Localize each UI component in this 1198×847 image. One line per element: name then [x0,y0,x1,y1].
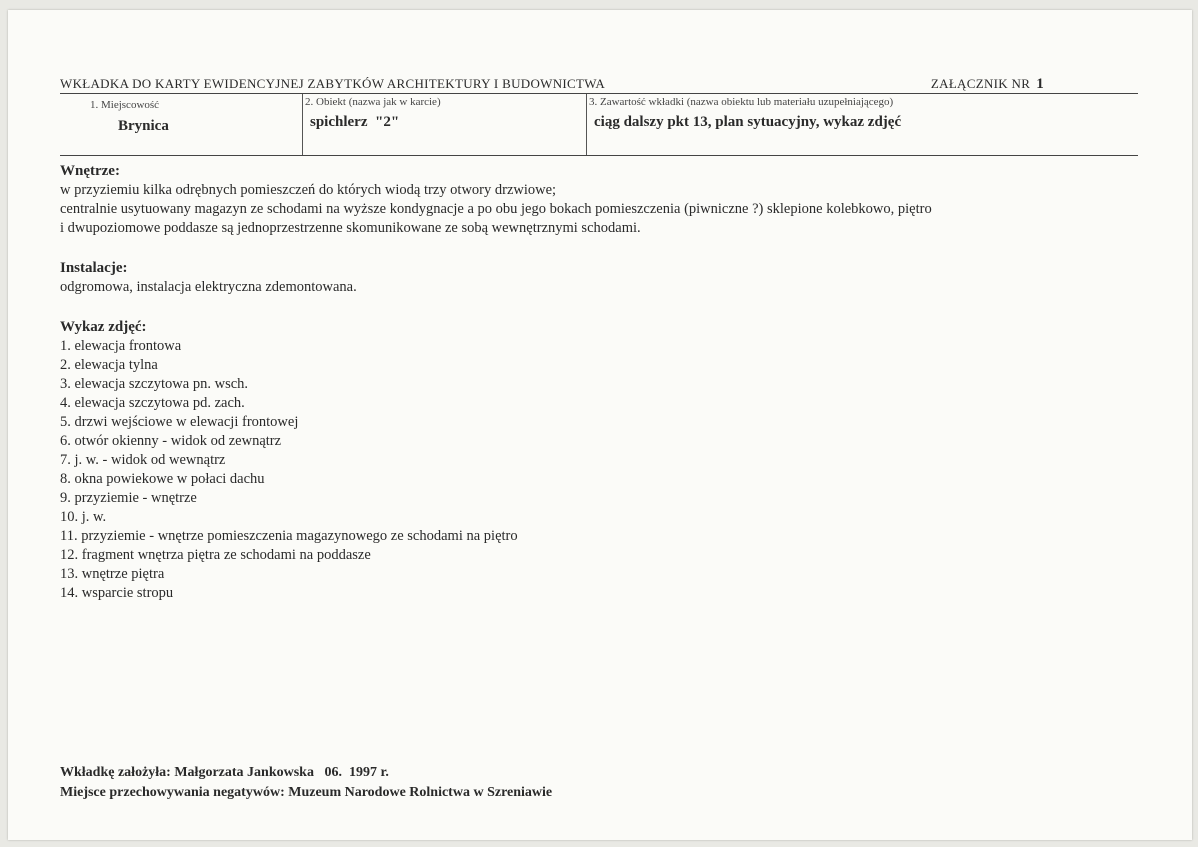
photo-list-item: 3. elewacja szczytowa pn. wsch. [60,376,249,392]
photo-list-item: 8. okna powiekowe w połaci dachu [60,471,265,487]
document-title: WKŁADKA DO KARTY EWIDENCYJNEJ ZABYTKÓW ARCHITEKTURY I BUDOWNICTWA [60,76,606,91]
attachment-label [931,76,1044,93]
photo-list-item: 11. przyziemie - wnętrze pomieszczenia magazynowego ze schodami na piętro [60,528,518,544]
photo-list-item: 7. j. w. - widok od wewnątrz [60,452,226,468]
column-divider-2 [586,94,587,156]
negatives-location-line [60,785,552,801]
installations-line: odgromowa, instalacja elektryczna zdemontowana. [60,279,357,295]
interior-line: i dwupoziomowe poddasze są jednoprzestrzenne skomunikowane ze sobą wewnętrznymi schodami. [60,220,641,236]
author-label: Wkładkę założyła: [60,765,171,780]
interior-heading: Wnętrze: [60,163,120,179]
author-value: Małgorzata Jankowska 06. 1997 r. [174,765,389,780]
attachment-number: 1 [1036,76,1044,92]
contents-label: 3. Zawartość wkładki (nazwa obiektu lub materiału uzupełniającego) [589,96,894,108]
interior-section [60,162,1140,238]
photo-list-heading: Wykaz zdjęć: [60,319,147,335]
photo-list-item: 12. fragment wnętrza piętra ze schodami na poddasze [60,547,371,563]
locality-value: Brynica [118,118,169,134]
photo-list-section [60,318,1140,603]
interior-line: w przyziemiu kilka odrębnych pomieszczeń do których wiodą trzy otwory drzwiowe; [60,182,557,198]
contents-value: ciąg dalszy pkt 13, plan sytuacyjny, wykaz zdjęć [594,114,902,130]
header-bottom-rule [60,155,1138,156]
header-top-rule [60,93,1138,94]
photo-list-item: 5. drzwi wejściowe w elewacji frontowej [60,414,299,430]
object-label: 2. Obiekt (nazwa jak w karcie) [305,96,441,108]
column-divider-1 [302,94,303,156]
negatives-value: Muzeum Narodowe Rolnictwa w Szreniawie [288,785,553,800]
photo-list-item: 9. przyziemie - wnętrze [60,490,197,506]
interior-line: centralnie usytuowany magazyn ze schodami na wyższe kondygnacje a po obu jego bokach pomieszczenia (piwniczne ?) sklepione kolebkowo, piętro [60,201,932,217]
negatives-label: Miejsce przechowywania negatywów: [60,785,285,800]
photo-list-item: 6. otwór okienny - widok od zewnątrz [60,433,282,449]
photo-list-item: 14. wsparcie stropu [60,585,174,601]
author-line [60,765,389,781]
object-value: spichlerz "2" [310,114,400,130]
photo-list-item: 10. j. w. [60,509,107,525]
installations-section [60,259,1140,297]
photo-list-item: 13. wnętrze piętra [60,566,165,582]
installations-heading: Instalacje: [60,260,128,276]
document-header [60,76,1138,93]
photo-list-item: 2. elewacja tylna [60,357,158,373]
photo-list-item: 1. elewacja frontowa [60,338,182,354]
attachment-label-text: ZAŁĄCZNIK NR [930,76,1031,91]
locality-label: 1. Miejscowość [90,99,160,111]
photo-list-item: 4. elewacja szczytowa pd. zach. [60,395,245,411]
